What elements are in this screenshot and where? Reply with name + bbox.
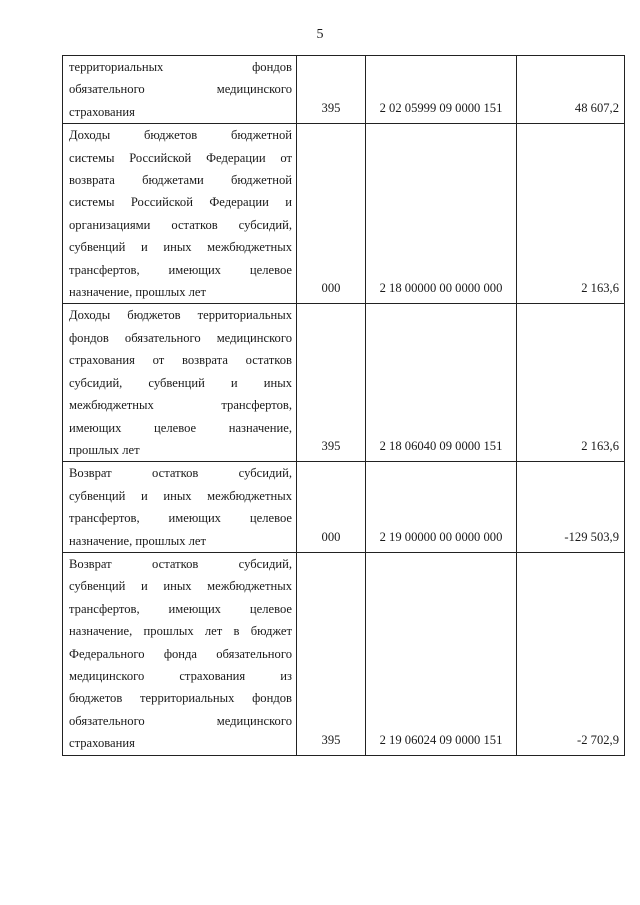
row-description <box>63 304 297 462</box>
description-line: страхования <box>69 104 135 119</box>
description-line: субвенций и иных межбюджетных <box>69 488 292 503</box>
description-line: территориальных фондов <box>69 60 292 74</box>
description-line: бюджетов территориальных фондов <box>69 691 292 706</box>
table-row <box>63 56 625 124</box>
description-line: трансфертов, имеющих целевое <box>69 262 292 277</box>
description-line: Федерального фонда обязательного <box>69 646 292 661</box>
row-administrator-code: 000 <box>297 462 366 553</box>
table-row <box>63 552 625 755</box>
row-description <box>63 56 297 124</box>
description-line: Доходы бюджетов бюджетной <box>69 128 292 143</box>
row-administrator-code: 395 <box>297 304 366 462</box>
row-budget-classification-code: 2 19 00000 00 0000 000 <box>366 462 517 553</box>
row-budget-classification-code: 2 18 00000 00 0000 000 <box>366 124 517 304</box>
description-line: обязательного медицинского <box>69 82 292 97</box>
row-amount: -2 702,9 <box>517 552 625 755</box>
description-line: назначение, прошлых лет <box>69 285 207 300</box>
description-line: назначение, прошлых лет <box>69 533 207 548</box>
table-body <box>63 56 625 756</box>
description-line: межбюджетных трансфертов, <box>69 398 292 413</box>
table-row <box>63 124 625 304</box>
description-line: медицинского страхования из <box>69 668 292 683</box>
row-budget-classification-code: 2 19 06024 09 0000 151 <box>366 552 517 755</box>
row-administrator-code: 000 <box>297 124 366 304</box>
page-number: 5 <box>316 27 324 42</box>
row-administrator-code: 395 <box>297 56 366 124</box>
row-budget-classification-code: 2 18 06040 09 0000 151 <box>366 304 517 462</box>
description-line: Доходы бюджетов территориальных <box>69 308 292 323</box>
description-line: трансфертов, имеющих целевое <box>69 511 292 526</box>
row-amount: 2 163,6 <box>517 124 625 304</box>
description-line: Возврат остатков субсидий, <box>69 466 292 481</box>
table-row <box>63 462 625 553</box>
description-line: организациями остатков субсидий, <box>69 217 292 232</box>
row-amount: 48 607,2 <box>517 56 625 124</box>
description-line: фондов обязательного медицинского <box>69 330 292 345</box>
row-amount: -129 503,9 <box>517 462 625 553</box>
description-line: обязательного медицинского <box>69 713 292 728</box>
row-amount: 2 163,6 <box>517 304 625 462</box>
row-description <box>63 552 297 755</box>
description-line: субвенций и иных межбюджетных <box>69 240 292 255</box>
row-administrator-code: 395 <box>297 552 366 755</box>
row-budget-classification-code: 2 02 05999 09 0000 151 <box>366 56 517 124</box>
row-description <box>63 124 297 304</box>
description-line: возврата бюджетами бюджетной <box>69 173 292 188</box>
description-line: трансфертов, имеющих целевое <box>69 601 292 616</box>
description-line: прошлых лет <box>69 442 140 457</box>
budget-revenue-table <box>62 55 625 756</box>
description-line: субвенций и иных межбюджетных <box>69 579 292 594</box>
description-line: Возврат остатков субсидий, <box>69 556 292 571</box>
row-description <box>63 462 297 553</box>
description-line: имеющих целевое назначение, <box>69 420 292 435</box>
table-row <box>63 304 625 462</box>
description-line: назначение, прошлых лет в бюджет <box>69 624 292 639</box>
description-line: системы Российской Федерации от <box>69 150 292 165</box>
description-line: страхования от возврата остатков <box>69 353 292 368</box>
description-line: страхования <box>69 736 135 751</box>
description-line: системы Российской Федерации и <box>69 195 292 210</box>
description-line: субсидий, субвенций и иных <box>69 375 292 390</box>
